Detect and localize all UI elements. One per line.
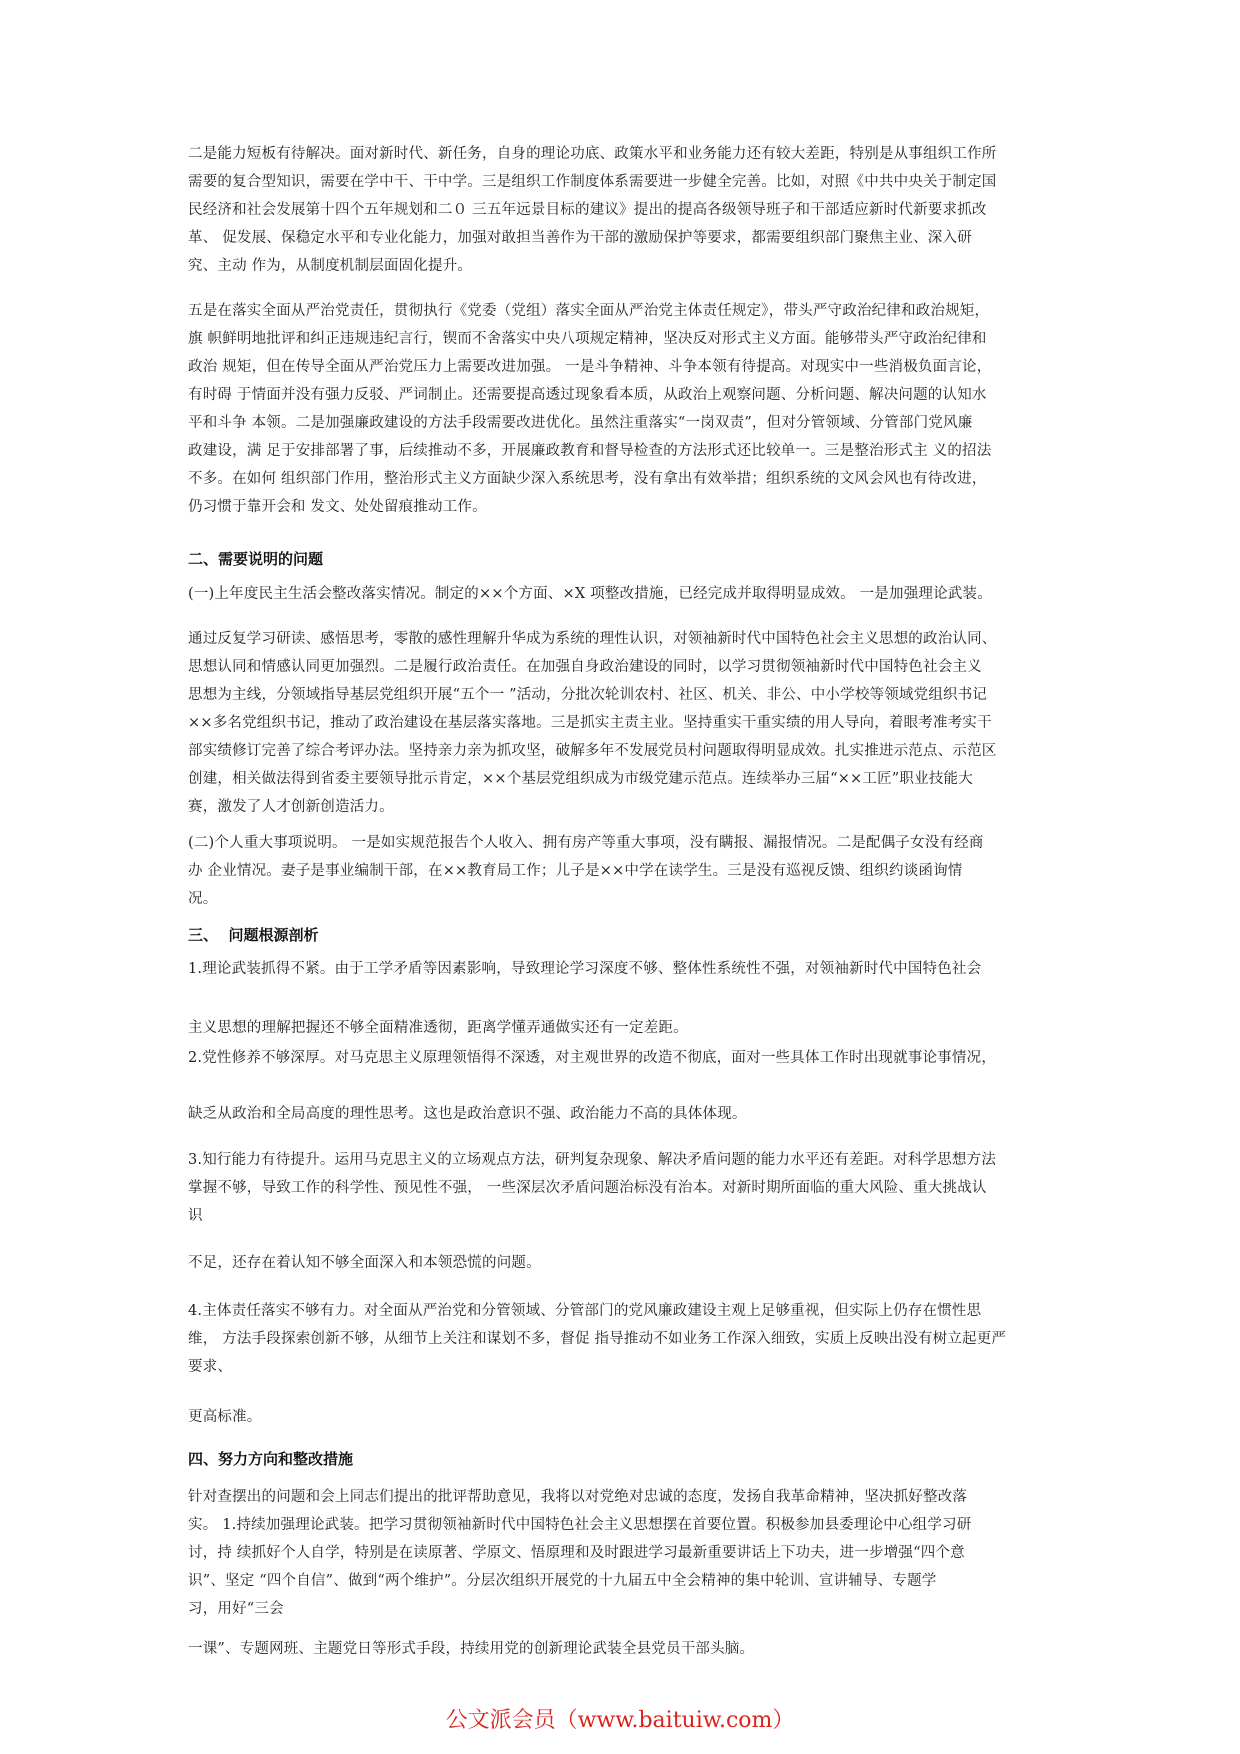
paragraph: (一)上年度民主生活会整改落实情况。制定的××个方面、×X 项整改措施，已经完成并取得明显成效。 一是加强理论武装。 [188, 586, 992, 602]
paragraph: 4.主体责任落实不够有力。对全面从严治党和分管领域、分管部门的党风廉政建设主观上足够重视，但实际上仍存在惯性思 维， 方法手段探索创新不够，从细节上关注和谋划不多，督促 指导推动不如业务工作深入细致，实质上反映出没有树立起更严 要求、 [188, 1303, 1007, 1375]
paragraph: 1.理论武装抓得不紧。由于工学矛盾等因素影响，导致理论学习深度不够、整体性系统性不强，对领袖新时代中国特色社会 [188, 961, 982, 977]
footer-watermark: 公文派会员（www.baituiw.com） [445, 1708, 795, 1733]
paragraph: 3.知行能力有待提升。运用马克思主义的立场观点方法，研判复杂现象、解决矛盾问题的能力水平还有差距。对科学思想方法 掌握不够，导致工作的科学性、预见性不强， 一些深层次矛盾问题治标没有治本。对新时期所面临的重大风险、重大挑战认 识 [188, 1152, 997, 1224]
paragraph: 通过反复学习研读、感悟思考，零散的感性理解升华成为系统的理性认识，对领袖新时代中国特色社会主义思想的政治认同、 思想认同和情感认同更加强烈。二是履行政治责任。在加强自身政治建设的同时，以学习贯彻领袖新时代中国特色社会主义 思想为主线，分领域指导基层党组织开展“五个一 ”活动，分批次轮训农村、社区、机关、非公、中小学校等领域党组织书记 ××多名党组织书记，推动了政治建设在基层落实落地。三是抓实主责主业。坚持重实干重实绩的用人导向，着眼考准考实干 部实绩修订完善了综合考评办法。坚持亲力亲为抓攻坚，破解多年不发展党员村问题取得明显成效。扎实推进示范点、示范区 创建，相关做法得到省委主要领导批示肯定，××个基层党组织成为市级党建示范点。连续举办三届“××工匠”职业技能大 赛，激发了人才创新创造活力。 [188, 631, 997, 815]
paragraph: 更高标准。 [188, 1409, 262, 1425]
paragraph: 二是能力短板有待解决。面对新时代、新任务，自身的理论功底、政策水平和业务能力还有较大差距，特别是从事组织工作所 需要的复合型知识，需要在学中干、干中学。三是组织工作制度体系需要进一步健全完善。比如，对照《中共中央关于制定国 民经济和社会发展第十四个五年规划和二０ 三五年远景目标的建议》提出的提高各级领导班子和干部适应新时代新要求抓改 革、 促发展、保稳定水平和专业化能力，加强对敢担当善作为干部的激励保护等要求，都需要组织部门聚焦主业、深入研 究、主动 作为，从制度机制层面固化提升。 [188, 146, 997, 274]
paragraph: 针对查摆出的问题和会上同志们提出的批评帮助意见，我将以对党绝对忠诚的态度，发扬自我革命精神，坚决抓好整改落 实。 1.持续加强理论武装。把学习贯彻领袖新时代中国特色社会主义思想摆在首要位置。积极参加县委理论中心组学习研 讨，持 续抓好个人自学，特别是在读原著、学原文、悟原理和及时跟进学习最新重要讲话上下功夫，进一步增强“四个意 识”、坚定 “四个自信”、做到“两个维护”。分层次组织开展党的十九届五中全会精神的集中轮训、宣讲辅导、专题学 习，用好“三会 [188, 1489, 972, 1617]
paragraph: 一课”、专题网班、主题党日等形式手段，持续用党的创新理论武装全县党员干部头脑。 [188, 1641, 755, 1657]
paragraph: 五是在落实全面从严治党责任，贯彻执行《党委（党组）落实全面从严治党主体责任规定》，带头严守政治纪律和政治规矩， 旗 帜鲜明地批评和纠正违规违纪言行，锲而不舍落实中央八项规定精神，坚决反对形式主义方面。能够带头严守政治纪律和 政治 规矩，但在传导全面从严治党压力上需要改进加强。 一是斗争精神、斗争本领有待提高。对现实中一些消极负面言论， 有时碍 于情面并没有强力反驳、严词制止。还需要提高透过现象看本质，从政治上观察问题、分析问题、解决问题的认知水 平和斗争 本领。二是加强廉政建设的方法手段需要改进优化。虽然注重落实“一岗双责”，但对分管领域、分管部门党风廉 政建设，满 足于安排部署了事，后续推动不多，开展廉政教育和督导检查的方法形式还比较单一。三是整治形式主 义的招法 不多。在如何 组织部门作用，整治形式主义方面缺少深入系统思考，没有拿出有效举措；组织系统的文风会风也有待改进， 仍习惯于靠开会和 发文、处处留痕推动工作。 [188, 303, 992, 515]
section-heading: 三、 问题根源剖析 [188, 926, 319, 944]
paragraph: 缺乏从政治和全局高度的理性思考。这也是政治意识不强、政治能力不高的具体体现。 [188, 1106, 747, 1122]
section-heading: 二、需要说明的问题 [188, 550, 324, 568]
paragraph: 不足，还存在着认知不够全面深入和本领恐慌的问题。 [188, 1255, 541, 1271]
paragraph: (二)个人重大事项说明。 一是如实规范报告个人收入、拥有房产等重大事项，没有瞒报、漏报情况。二是配偶子女没有经商 办 企业情况。妻子是事业编制干部，在××教育局工作；儿子是××中学在读学生。三是没有巡视反馈、组织约谈函询情 况。 [188, 835, 984, 907]
paragraph: 主义思想的理解把握还不够全面精准透彻，距离学懂弄通做实还有一定差距。 [188, 1020, 688, 1036]
paragraph: 2.党性修养不够深厚。对马克思主义原理领悟得不深透，对主观世界的改造不彻底，面对一些具体工作时出现就事论事情况， [188, 1050, 997, 1066]
section-heading: 四、努力方向和整改措施 [188, 1450, 354, 1468]
